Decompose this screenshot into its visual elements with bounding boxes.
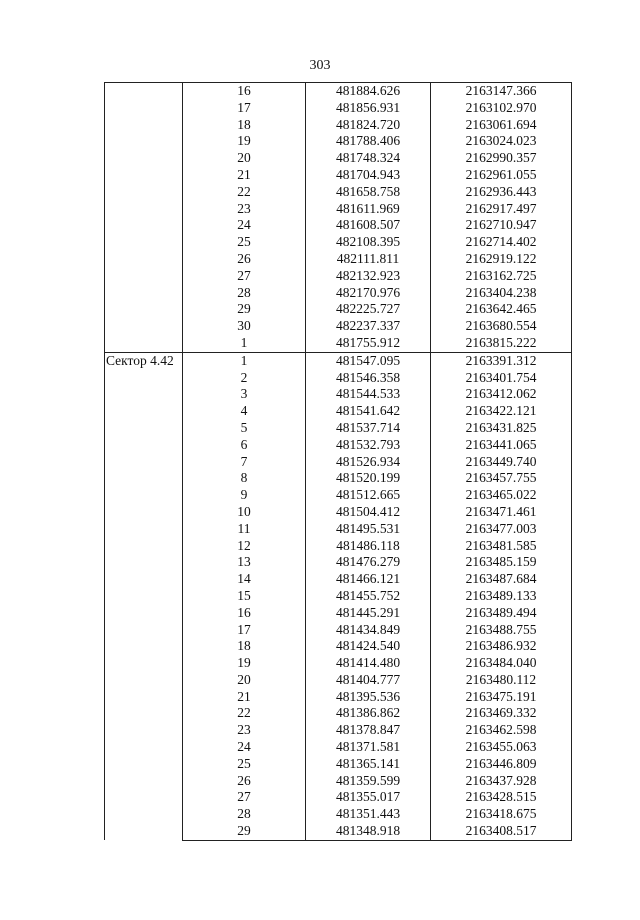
- x-coordinate: 482111.811: [306, 251, 431, 268]
- point-number: 22: [183, 705, 306, 722]
- y-coordinate: 2163431.825: [431, 420, 572, 437]
- y-coordinate: 2163465.022: [431, 487, 572, 504]
- table-row: [105, 352, 572, 369]
- x-coordinate: 481359.599: [306, 773, 431, 790]
- point-number: 24: [183, 217, 306, 234]
- y-coordinate: 2163815.222: [431, 335, 572, 352]
- y-coordinate: 2163412.062: [431, 386, 572, 403]
- y-coordinate: 2163102.970: [431, 100, 572, 117]
- x-coordinate: 481512.665: [306, 487, 431, 504]
- point-number: 1: [183, 335, 306, 352]
- point-number: 16: [183, 83, 306, 100]
- y-coordinate: 2163428.515: [431, 789, 572, 806]
- point-number: 10: [183, 504, 306, 521]
- x-coordinate: 481476.279: [306, 554, 431, 571]
- point-number: 12: [183, 538, 306, 555]
- y-coordinate: 2162919.122: [431, 251, 572, 268]
- y-coordinate: 2163481.585: [431, 538, 572, 555]
- point-number: 25: [183, 756, 306, 773]
- y-coordinate: 2162961.055: [431, 167, 572, 184]
- x-coordinate: 481365.141: [306, 756, 431, 773]
- point-number: 21: [183, 689, 306, 706]
- x-coordinate: 481704.943: [306, 167, 431, 184]
- point-number: 24: [183, 739, 306, 756]
- x-coordinate: 481455.752: [306, 588, 431, 605]
- x-coordinate: 481546.358: [306, 370, 431, 387]
- x-coordinate: 481608.507: [306, 217, 431, 234]
- x-coordinate: 481348.918: [306, 823, 431, 840]
- y-coordinate: 2163475.191: [431, 689, 572, 706]
- x-coordinate: 481658.758: [306, 184, 431, 201]
- point-number: 20: [183, 672, 306, 689]
- x-coordinate: 481395.536: [306, 689, 431, 706]
- y-coordinate: 2163471.461: [431, 504, 572, 521]
- point-number: 26: [183, 773, 306, 790]
- y-coordinate: 2163457.755: [431, 470, 572, 487]
- point-number: 9: [183, 487, 306, 504]
- x-coordinate: 481544.533: [306, 386, 431, 403]
- y-coordinate: 2163162.725: [431, 268, 572, 285]
- x-coordinate: 481611.969: [306, 201, 431, 218]
- x-coordinate: 481414.480: [306, 655, 431, 672]
- y-coordinate: 2163489.133: [431, 588, 572, 605]
- y-coordinate: 2163480.112: [431, 672, 572, 689]
- x-coordinate: 482132.923: [306, 268, 431, 285]
- x-coordinate: 481404.777: [306, 672, 431, 689]
- y-coordinate: 2163680.554: [431, 318, 572, 335]
- y-coordinate: 2163147.366: [431, 83, 572, 100]
- y-coordinate: 2163437.928: [431, 773, 572, 790]
- x-coordinate: 481547.095: [306, 352, 431, 369]
- point-number: 6: [183, 437, 306, 454]
- x-coordinate: 481526.934: [306, 454, 431, 471]
- x-coordinate: 482237.337: [306, 318, 431, 335]
- y-coordinate: 2163469.332: [431, 705, 572, 722]
- x-coordinate: 482225.727: [306, 301, 431, 318]
- x-coordinate: 481424.540: [306, 638, 431, 655]
- x-coordinate: 482170.976: [306, 285, 431, 302]
- point-number: 14: [183, 571, 306, 588]
- y-coordinate: 2163455.063: [431, 739, 572, 756]
- x-coordinate: 481537.714: [306, 420, 431, 437]
- point-number: 5: [183, 420, 306, 437]
- y-coordinate: 2163485.159: [431, 554, 572, 571]
- point-number: 7: [183, 454, 306, 471]
- page-number: 303: [309, 58, 331, 73]
- point-number: 2: [183, 370, 306, 387]
- x-coordinate: 481434.849: [306, 622, 431, 639]
- point-number: 20: [183, 150, 306, 167]
- point-number: 18: [183, 117, 306, 134]
- x-coordinate: 481466.121: [306, 571, 431, 588]
- x-coordinate: 481504.412: [306, 504, 431, 521]
- point-number: 17: [183, 622, 306, 639]
- point-number: 11: [183, 521, 306, 538]
- point-number: 28: [183, 285, 306, 302]
- point-number: 19: [183, 655, 306, 672]
- point-number: 29: [183, 301, 306, 318]
- x-coordinate: 481541.642: [306, 403, 431, 420]
- y-coordinate: 2163404.238: [431, 285, 572, 302]
- x-coordinate: 481755.912: [306, 335, 431, 352]
- coordinates-table: [104, 82, 572, 841]
- point-number: 3: [183, 386, 306, 403]
- x-coordinate: 481386.862: [306, 705, 431, 722]
- y-coordinate: 2163462.598: [431, 722, 572, 739]
- y-coordinate: 2163446.809: [431, 756, 572, 773]
- point-number: 30: [183, 318, 306, 335]
- x-coordinate: 481351.443: [306, 806, 431, 823]
- y-coordinate: 2163477.003: [431, 521, 572, 538]
- y-coordinate: 2162917.497: [431, 201, 572, 218]
- y-coordinate: 2162710.947: [431, 217, 572, 234]
- point-number: 19: [183, 133, 306, 150]
- y-coordinate: 2163408.517: [431, 823, 572, 840]
- sector-name: Сектор 4.42: [105, 352, 183, 840]
- x-coordinate: 481532.793: [306, 437, 431, 454]
- x-coordinate: 481371.581: [306, 739, 431, 756]
- x-coordinate: 481486.118: [306, 538, 431, 555]
- table-row: [105, 83, 572, 100]
- point-number: 16: [183, 605, 306, 622]
- point-number: 26: [183, 251, 306, 268]
- point-number: 15: [183, 588, 306, 605]
- point-number: 29: [183, 823, 306, 840]
- point-number: 25: [183, 234, 306, 251]
- point-number: 27: [183, 268, 306, 285]
- x-coordinate: 481445.291: [306, 605, 431, 622]
- y-coordinate: 2163441.065: [431, 437, 572, 454]
- point-number: 23: [183, 201, 306, 218]
- y-coordinate: 2163024.023: [431, 133, 572, 150]
- y-coordinate: 2162936.443: [431, 184, 572, 201]
- point-number: 4: [183, 403, 306, 420]
- x-coordinate: 481884.626: [306, 83, 431, 100]
- y-coordinate: 2163488.755: [431, 622, 572, 639]
- coordinates-table-body: [105, 83, 572, 841]
- y-coordinate: 2163489.494: [431, 605, 572, 622]
- y-coordinate: 2163486.932: [431, 638, 572, 655]
- point-number: 22: [183, 184, 306, 201]
- y-coordinate: 2163401.754: [431, 370, 572, 387]
- x-coordinate: 481856.931: [306, 100, 431, 117]
- sector-name: [105, 83, 183, 353]
- y-coordinate: 2163061.694: [431, 117, 572, 134]
- point-number: 17: [183, 100, 306, 117]
- y-coordinate: 2163391.312: [431, 352, 572, 369]
- x-coordinate: 481824.720: [306, 117, 431, 134]
- point-number: 8: [183, 470, 306, 487]
- point-number: 23: [183, 722, 306, 739]
- x-coordinate: 481378.847: [306, 722, 431, 739]
- y-coordinate: 2163422.121: [431, 403, 572, 420]
- y-coordinate: 2163449.740: [431, 454, 572, 471]
- y-coordinate: 2162990.357: [431, 150, 572, 167]
- point-number: 13: [183, 554, 306, 571]
- x-coordinate: 481355.017: [306, 789, 431, 806]
- y-coordinate: 2162714.402: [431, 234, 572, 251]
- point-number: 18: [183, 638, 306, 655]
- y-coordinate: 2163484.040: [431, 655, 572, 672]
- y-coordinate: 2163487.684: [431, 571, 572, 588]
- x-coordinate: 481495.531: [306, 521, 431, 538]
- point-number: 21: [183, 167, 306, 184]
- point-number: 28: [183, 806, 306, 823]
- x-coordinate: 481788.406: [306, 133, 431, 150]
- point-number: 1: [183, 352, 306, 369]
- x-coordinate: 481748.324: [306, 150, 431, 167]
- y-coordinate: 2163418.675: [431, 806, 572, 823]
- y-coordinate: 2163642.465: [431, 301, 572, 318]
- x-coordinate: 481520.199: [306, 470, 431, 487]
- x-coordinate: 482108.395: [306, 234, 431, 251]
- point-number: 27: [183, 789, 306, 806]
